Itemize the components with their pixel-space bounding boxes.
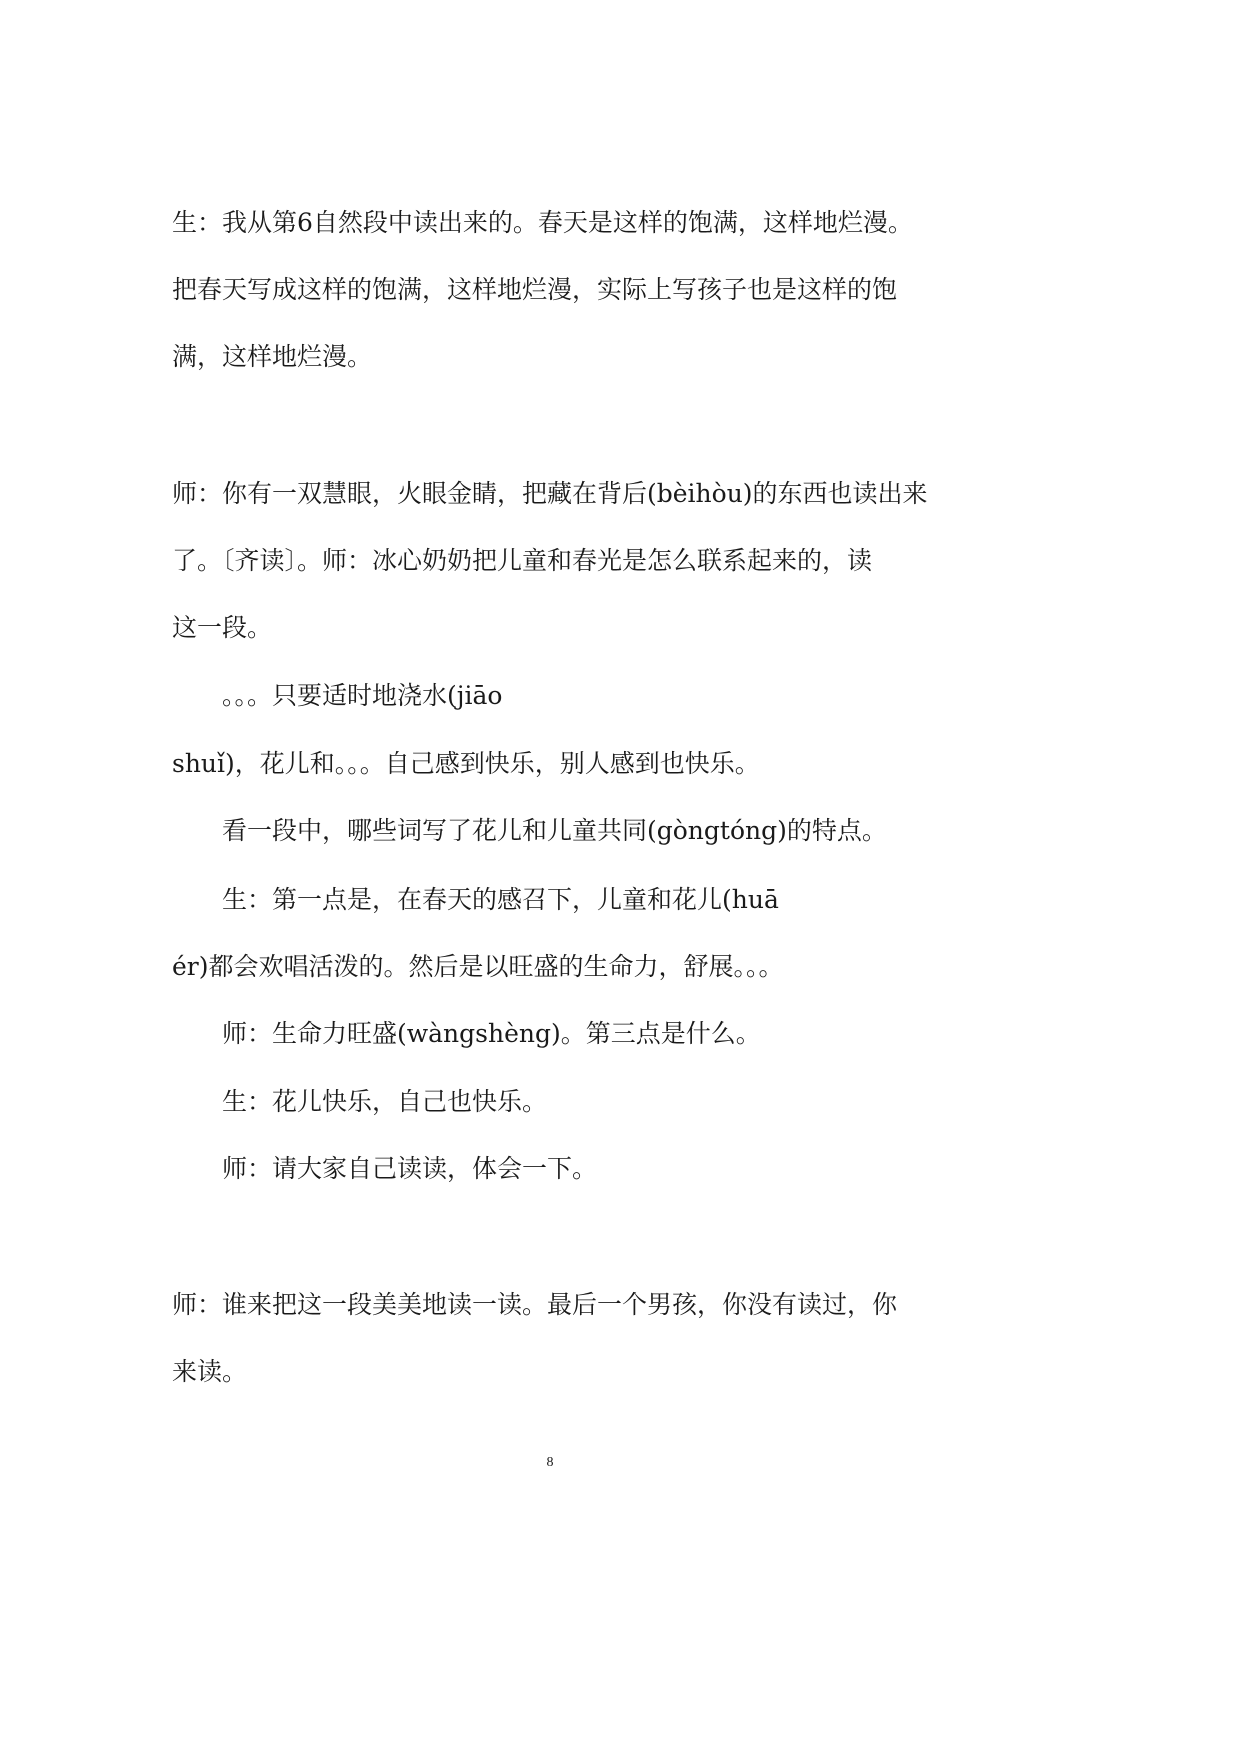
text-line: 生：花儿快乐，自己也快乐。 xyxy=(222,1087,548,1116)
text-line: 看一段中，哪些词写了花儿和儿童共同(gòngtóng)的特点。 xyxy=(222,816,887,845)
text-line: 这一段。 xyxy=(172,613,273,642)
text-line: 。。。只要适时地浇水(jiāo xyxy=(222,681,503,710)
text-line: 生：第一点是，在春天的感召下，儿童和花儿(huā xyxy=(222,885,779,914)
text-line: 师：请大家自己读读，体会一下。 xyxy=(222,1154,598,1183)
text-line: 师：谁来把这一段美美地读一读。最后一个男孩，你没有读过，你 xyxy=(172,1290,898,1319)
text-line: 师：你有一双慧眼，火眼金睛，把藏在背后(bèihòu)的东西也读出来 xyxy=(172,479,928,508)
text-line: ér)都会欢唱活泼的。然后是以旺盛的生命力，舒展。。。 xyxy=(172,952,784,981)
text-line: 师：生命力旺盛(wàngshèng)。第三点是什么。 xyxy=(222,1019,761,1048)
text-line: 满，这样地烂漫。 xyxy=(172,342,373,371)
text-line: 生：我从第6自然段中读出来的。春天是这样的饱满，这样地烂漫。 xyxy=(172,208,913,237)
text-line: 把春天写成这样的饱满，这样地烂漫，实际上写孩子也是这样的饱 xyxy=(172,275,898,304)
page-number: 8 xyxy=(546,1455,554,1470)
text-line: 来读。 xyxy=(172,1357,248,1386)
text-line: shuǐ)，花儿和。。。自己感到快乐，别人感到也快乐。 xyxy=(172,749,760,778)
text-line: 了。〔齐读〕。师：冰心奶奶把儿童和春光是怎么联系起来的，读 xyxy=(172,546,873,575)
